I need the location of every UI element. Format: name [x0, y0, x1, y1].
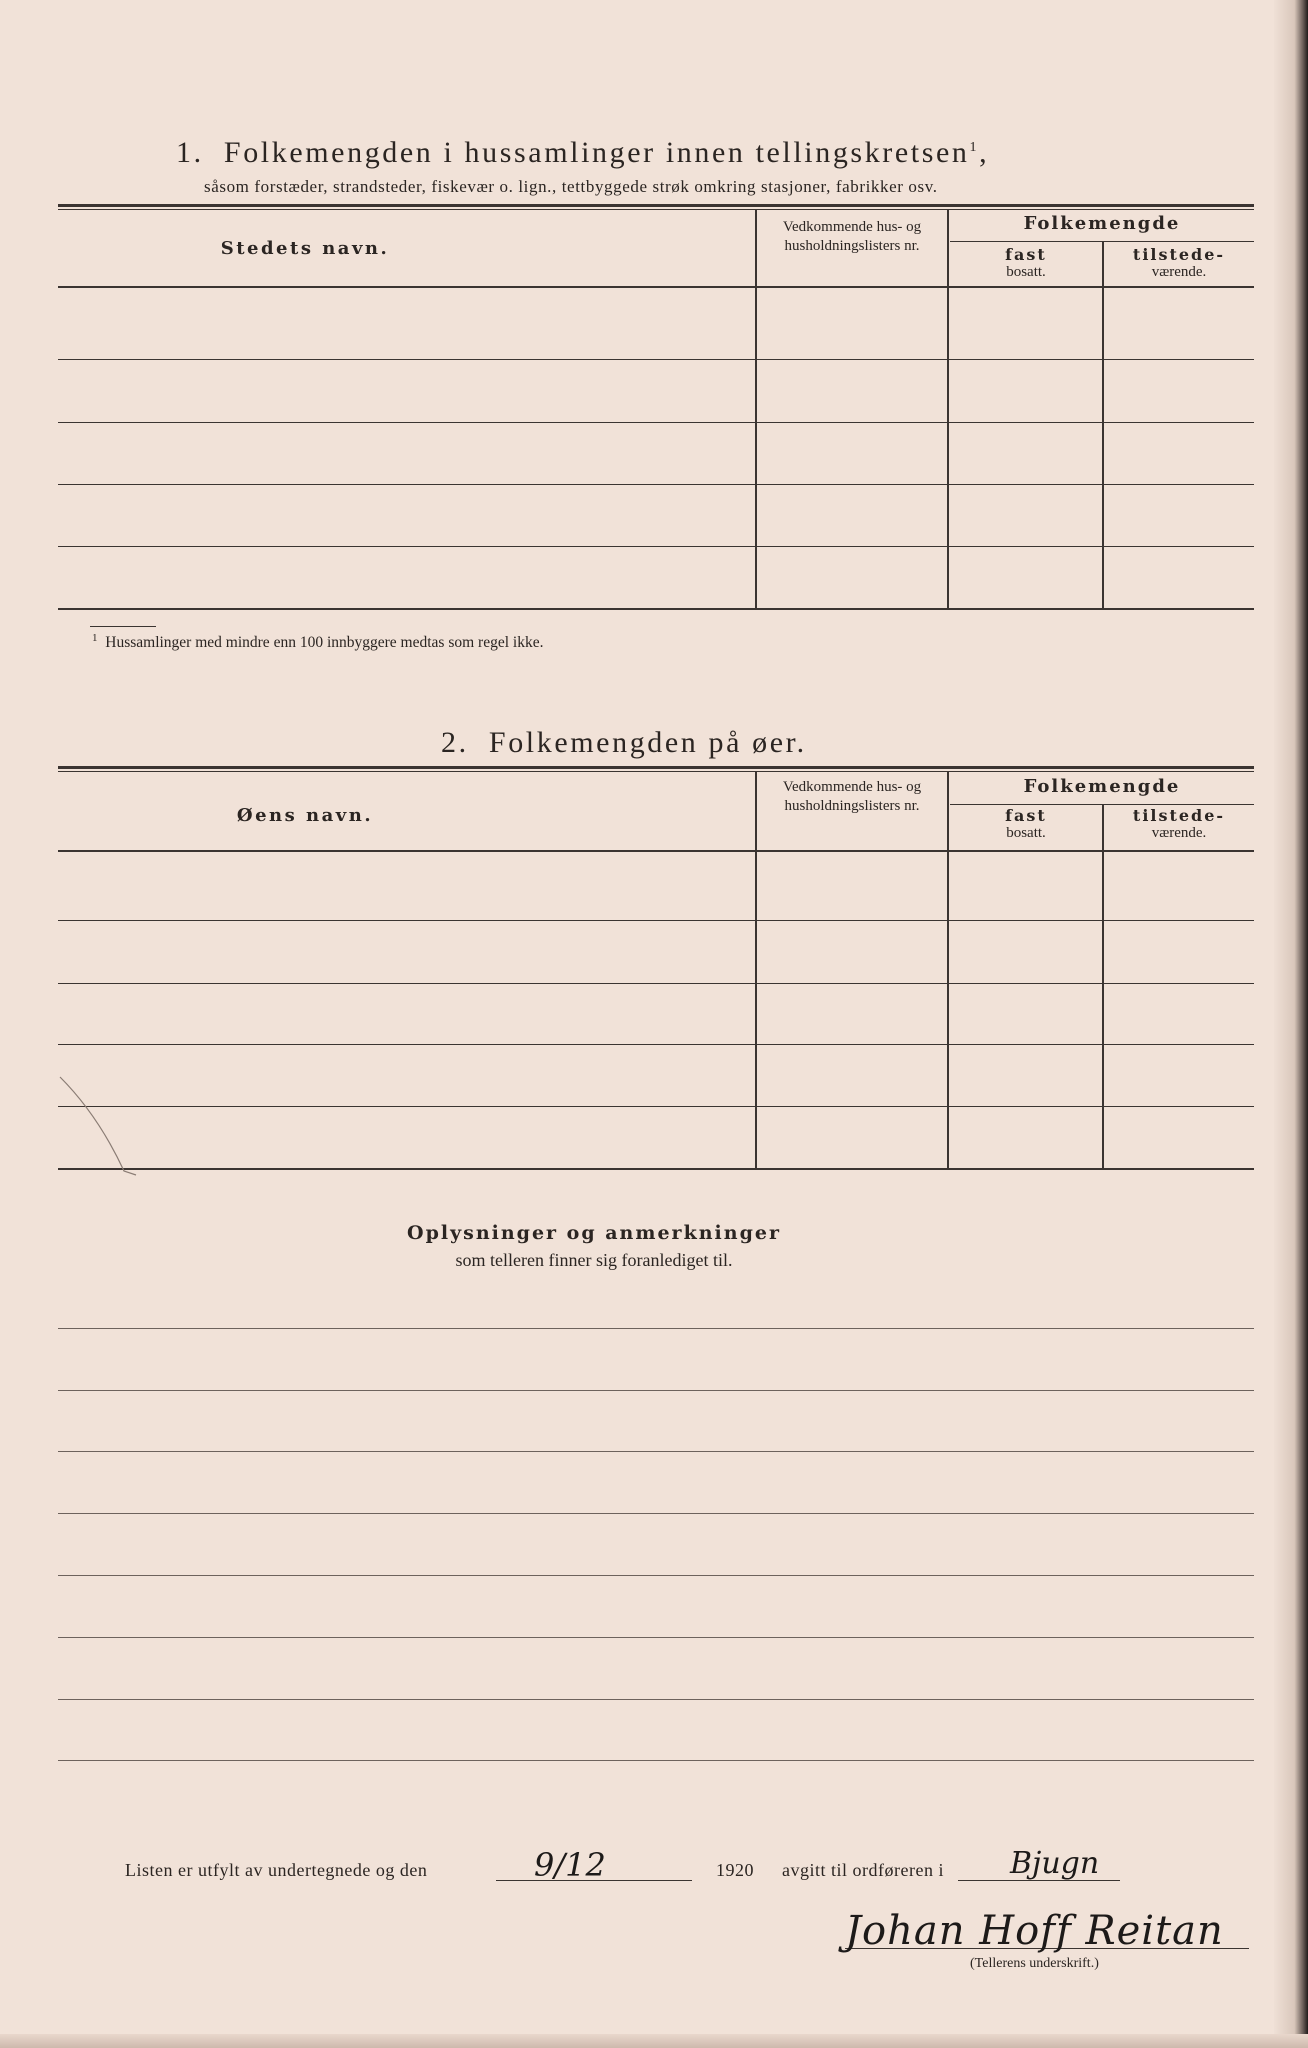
section2-title [441, 726, 807, 760]
section2-col-tilstede-sub: værende. [1151, 825, 1207, 841]
section1-col-fast [950, 245, 1102, 281]
section2-col-tilstede-label: tilstede- [1132, 806, 1226, 825]
section1-footnote-mark: 1 [969, 140, 980, 155]
footnote-text: Hussamlinger med mindre enn 100 innbyggere medtas som regel ikke. [105, 634, 544, 652]
section1-col-group: Folkemengde [1023, 213, 1181, 234]
section2-col-fast [950, 806, 1102, 842]
section1-col-fast-label: fast [1005, 245, 1047, 264]
footnote-mark: 1 [92, 632, 98, 644]
signature-text-before-date: Listen er utfylt av undertegnede og den [125, 1860, 428, 1880]
remarks-subheading: som telleren finner sig foranlediget til. [455, 1250, 733, 1270]
section2-number: 2. [441, 726, 469, 759]
section2-col-lists: Vedkommende hus- og husholdningslisters nr. [782, 779, 922, 814]
page-edge-right [1274, 0, 1308, 2048]
section2-col-tilstede [1104, 806, 1254, 842]
section1-col-tilstede [1104, 245, 1254, 281]
signature-place: Bjugn [1010, 1846, 1100, 1881]
pencil-mark [58, 1075, 148, 1185]
section1-title-suffix: , [979, 136, 990, 169]
section2-title-text: Folkemengden på øer. [488, 726, 807, 759]
section1-col-tilstede-label: tilstede- [1132, 245, 1226, 264]
section1-col-lists: Vedkommende hus- og husholdningslisters nr. [782, 219, 922, 254]
section1-col-tilstede-sub: værende. [1151, 264, 1207, 280]
signature-year: 1920 [716, 1860, 754, 1880]
section1-subtitle: såsom forstæder, strandsteder, fiskevær o. lign., tettbyggede strøk omkring stasjoner, fabrikker osv. [204, 177, 938, 196]
signature-date: 9/12 [534, 1846, 606, 1884]
signer-signature: Johan Hoff Reitan [845, 1908, 1224, 1954]
section2-col-fast-sub: bosatt. [1006, 825, 1046, 841]
section1-title-text: Folkemengden i hussamlinger innen tellingskretsen [223, 136, 970, 169]
section1-col-name: Stedets navn. [220, 238, 390, 259]
section2-col-fast-label: fast [1005, 806, 1047, 825]
page-edge-bottom [0, 2034, 1308, 2048]
section1-number: 1. [176, 136, 204, 169]
signer-caption: (Tellerens underskrift.) [970, 1956, 1099, 1971]
remarks-heading: Oplysninger og anmerkninger [407, 1222, 781, 1244]
section1-col-fast-sub: bosatt. [1006, 264, 1046, 280]
signature-text-after-year: avgitt til ordføreren i [782, 1860, 944, 1880]
section2-col-name: Øens navn. [236, 805, 374, 826]
section1-footnote [92, 632, 543, 652]
section2-col-group: Folkemengde [1023, 776, 1181, 797]
section1-title [176, 136, 989, 170]
